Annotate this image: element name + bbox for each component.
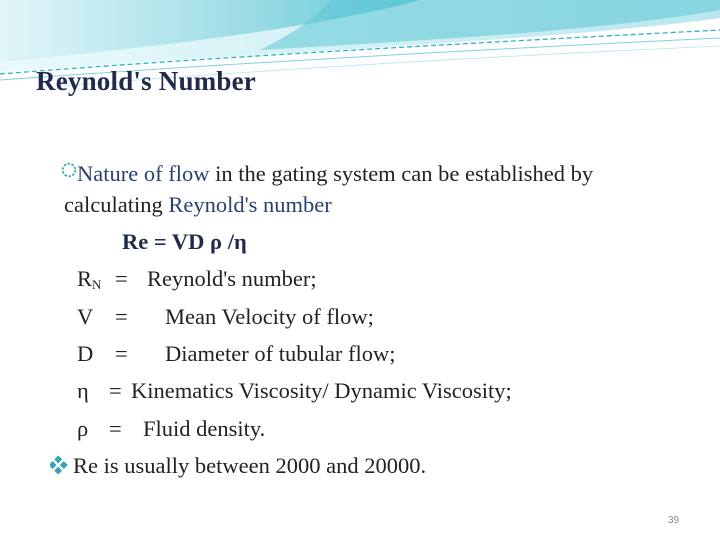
intro-highlight-2: Reynold's number: [168, 192, 332, 217]
definition-symbol: η: [77, 378, 89, 403]
definition-sep: =: [115, 341, 128, 366]
intro-text-2: calculating: [64, 192, 169, 217]
page-number: 39: [668, 515, 680, 526]
definition-row: [77, 378, 512, 404]
slide-title: Reynold's Number: [36, 66, 256, 96]
definition-sep: =: [109, 378, 122, 403]
definition-row: [77, 266, 317, 298]
formula: Re = VD ρ /η: [122, 229, 247, 254]
definition-meaning: Diameter of tubular flow;: [165, 341, 396, 366]
definition-meaning: Kinematics Viscosity/ Dynamic Viscosity;: [131, 378, 512, 403]
definition-meaning: Fluid density.: [143, 416, 266, 441]
diamond-bullet-icon: [50, 456, 68, 474]
definition-row: [77, 341, 396, 367]
intro-line-1: [77, 161, 593, 187]
definition-symbol: $R_N$: [77, 266, 102, 292]
definition-sep: =: [115, 266, 128, 291]
definition-meaning: Reynold's number;: [147, 266, 317, 291]
definition-sep: =: [109, 416, 122, 441]
definition-symbol: V: [77, 304, 94, 329]
intro-line-2: [64, 192, 332, 218]
definition-meaning: Mean Velocity of flow;: [165, 304, 374, 329]
definition-row: [77, 416, 265, 442]
definition-row: [77, 304, 374, 330]
definition-symbol: ρ: [77, 416, 89, 441]
definition-symbol: D: [77, 341, 94, 366]
intro-text: in the gating system can be established by: [209, 161, 594, 186]
intro-highlight: Nature of flow: [77, 161, 210, 186]
closing-line: Re is usually between 2000 and 20000.: [73, 453, 427, 478]
definition-sep: =: [115, 304, 128, 329]
ring-bullet-icon: [60, 161, 78, 179]
